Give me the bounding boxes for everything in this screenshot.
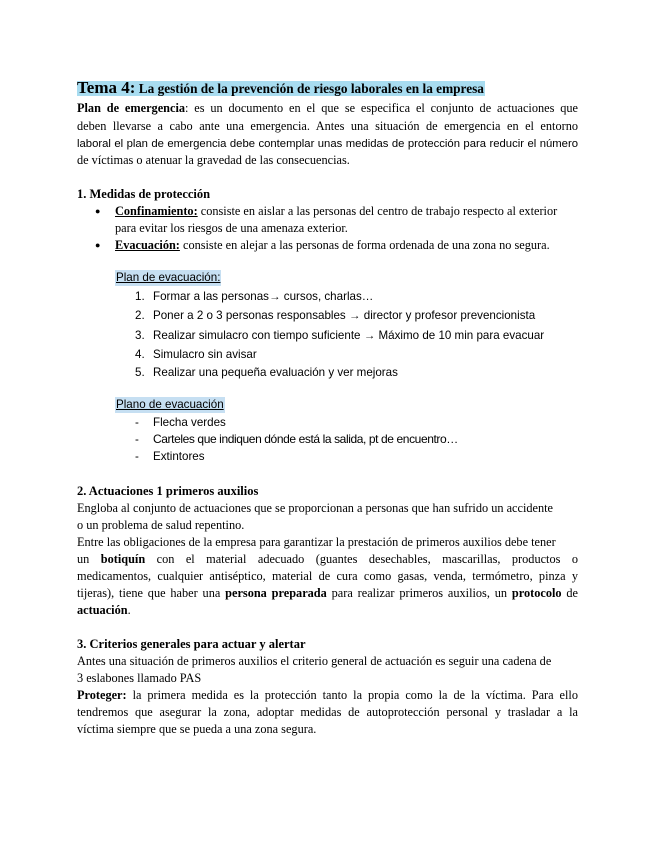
confinamiento-text: consiste en aislar a las personas del centro de trabajo respecto al exterior (197, 204, 558, 218)
section-3-p2-line-1 (77, 687, 578, 704)
plan-item-3: Realizar simulacro con tiempo suficiente → Máximo de 10 min para evacuar (153, 329, 545, 342)
plan-item-number: 4. (135, 348, 145, 361)
evacuacion-term: Evacuación: (115, 238, 180, 252)
document-title (77, 77, 485, 98)
plano-dash: - (135, 450, 139, 463)
section-3-p1-line-1: Antes una situación de primeros auxilios el criterio general de actuación es seguir una cadena de (77, 654, 552, 668)
plan-item-1: Formar a las personas→ cursos, charlas… (153, 290, 374, 303)
plan-item-4: Simulacro sin avisar (153, 348, 257, 361)
intro-line-2: deben llevarse a cabo ante una emergencia. Antes una situación de emergencia en el entorno (77, 119, 578, 133)
bullet-icon: ● (95, 240, 101, 250)
section-2-heading: 2. Actuaciones 1 primeros auxilios (77, 484, 259, 498)
section-2-p2-line-4 (77, 585, 578, 602)
bullet-icon: ● (95, 206, 101, 216)
plan-item-number: 1. (135, 290, 145, 303)
p2-line4-a: tijeras), tiene que haber una (77, 586, 226, 600)
proteger-term: Proteger: (77, 688, 127, 702)
intro-line-4: de víctimas o atenuar la gravedad de las consecuencias. (77, 153, 350, 167)
p2-line2-c: con el material adecuado (guantes desechables, mascarillas, productos o (145, 552, 578, 566)
plano-evacuacion-heading: Plano de evacuación (116, 398, 224, 411)
plan-evacuacion-heading: Plan de evacuación: (116, 271, 221, 284)
section-2-p2-line-3: medicamentos, cualquier antiséptico, material de cura como gasas, venda, termómetro, pinza y (77, 569, 578, 583)
section-3-p2-line-3: víctima siempre que se pueda a una zona segura. (77, 722, 317, 736)
p2-line2-a: un (77, 552, 101, 566)
bullet-evacuacion (115, 237, 550, 254)
title-highlight (77, 78, 485, 97)
evacuacion-text: consiste en alejar a las personas de forma ordenada de una zona no segura. (179, 238, 550, 252)
bullet-confinamiento-line-2: para evitar los riesgos de una amenaza exterior. (115, 221, 348, 235)
botiquin-term: botiquín (100, 552, 146, 566)
bullet-confinamiento (115, 203, 557, 220)
section-2-p2-line-5 (77, 602, 131, 619)
section-1-heading: 1. Medidas de protección (77, 187, 211, 201)
title-prefix: Tema 4: (77, 78, 136, 97)
plan-item-2: Poner a 2 o 3 personas responsables → director y profesor prevencionista (153, 309, 536, 322)
plano-dash: - (135, 433, 139, 446)
intro-line-3: laboral el plan de emergencia debe contemplar unas medidas de protección para reducir el número (77, 138, 578, 150)
intro-line-1 (77, 100, 578, 117)
plan-item-number: 2. (135, 309, 145, 322)
plan-item-number: 3. (135, 329, 145, 342)
section-3-p1-line-2: 3 eslabones llamado PAS (77, 671, 202, 685)
confinamiento-term: Confinamiento: (115, 204, 198, 218)
plan-item-number: 5. (135, 366, 145, 379)
section-3-p2-line-2: tendremos que asegurar la zona, adoptar medidas de autoprotección personal y trasladar a la (77, 705, 578, 719)
proteger-text: la primera medida es la protección tanto la propia como la de la víctima. Para ello (126, 688, 578, 702)
p2-line4-e: de (561, 586, 578, 600)
plan-item-5: Realizar una pequeña evaluación y ver mejoras (153, 366, 398, 379)
p2-line5-c: . (127, 603, 131, 617)
actuacion-term: actuación (77, 603, 128, 617)
section-2-p1-line-2: o un problema de salud repentino. (77, 518, 245, 532)
protocolo-term: protocolo (511, 586, 562, 600)
persona-preparada-term: persona preparada (225, 586, 327, 600)
title-text: La gestión de la prevención de riesgo laborales en la empresa (135, 81, 484, 96)
intro-line-1-text: : es un documento en el que se especifica el conjunto de actuaciones que (185, 101, 578, 115)
section-2-p1-line-1: Engloba al conjunto de actuaciones que se proporcionan a personas que han sufrido un accidente (77, 501, 553, 515)
section-2-p2-line-1: Entre las obligaciones de la empresa para garantizar la prestación de primeros auxilios debe tener (77, 535, 556, 549)
section-3-heading: 3. Criterios generales para actuar y alertar (77, 637, 306, 651)
intro-label: Plan de emergencia (77, 101, 186, 115)
plano-dash: - (135, 416, 139, 429)
plano-item-1: Flecha verdes (153, 416, 226, 429)
p2-line4-c: para realizar primeros auxilios, un (326, 586, 512, 600)
plano-item-2: Carteles que indiquen dónde está la salida, pt de encuentro… (153, 432, 458, 446)
section-2-p2-line-2 (77, 551, 578, 568)
plano-item-3: Extintores (153, 450, 205, 463)
